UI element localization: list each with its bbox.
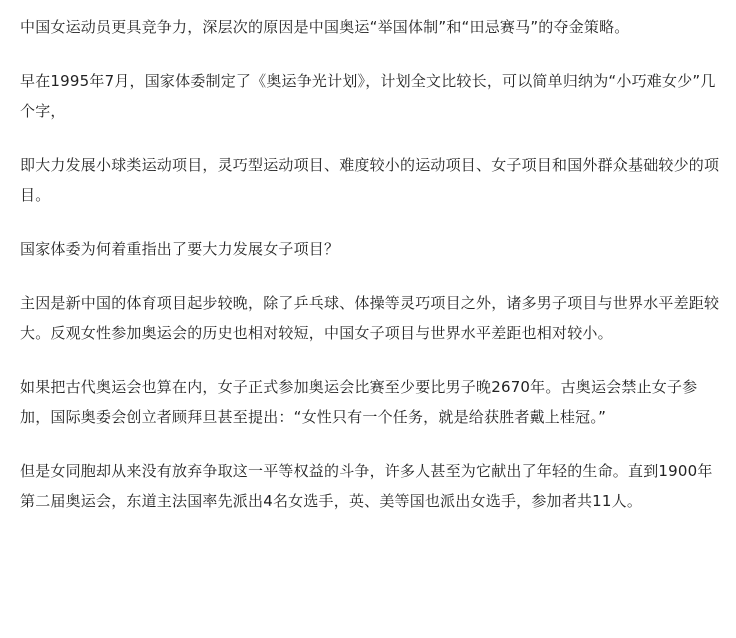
paragraph-6: 如果把古代奥运会也算在内，女子正式参加奥运会比赛至少要比男子晚2670年。古奥运会禁止女子参加，国际奥委会创立者顾拜旦甚至提出：“女性只有一个任务，就是给获胜者戴上桂冠。” — [20, 378, 698, 426]
paragraph-2: 早在1995年7月，国家体委制定了《奥运争光计划》，计划全文比较长，可以简单归纳为“小巧难女少”几个字， — [20, 72, 716, 120]
paragraph-1: 中国女运动员更具竞争力，深层次的原因是中国奥运“举国体制”和“田忌赛马”的夺金策略。 — [20, 18, 630, 36]
article-body — [20, 12, 720, 540]
paragraph-4: 国家体委为何着重指出了要大力发展女子项目？ — [20, 240, 340, 258]
paragraph-3: 即大力发展小球类运动项目，灵巧型运动项目、难度较小的运动项目、女子项目和国外群众基础较少的项目。 — [20, 156, 720, 204]
paragraph-7: 但是女同胞却从来没有放弃争取这一平等权益的斗争，许多人甚至为它献出了年轻的生命。直到1900年第二届奥运会，东道主法国率先派出4名女选手，英、美等国也派出女选手，参加者共11人。 — [20, 462, 713, 510]
paragraph-5: 主因是新中国的体育项目起步较晚，除了乒乓球、体操等灵巧项目之外，诸多男子项目与世界水平差距较大。反观女性参加奥运会的历史也相对较短，中国女子项目与世界水平差距也相对较小。 — [20, 294, 720, 342]
